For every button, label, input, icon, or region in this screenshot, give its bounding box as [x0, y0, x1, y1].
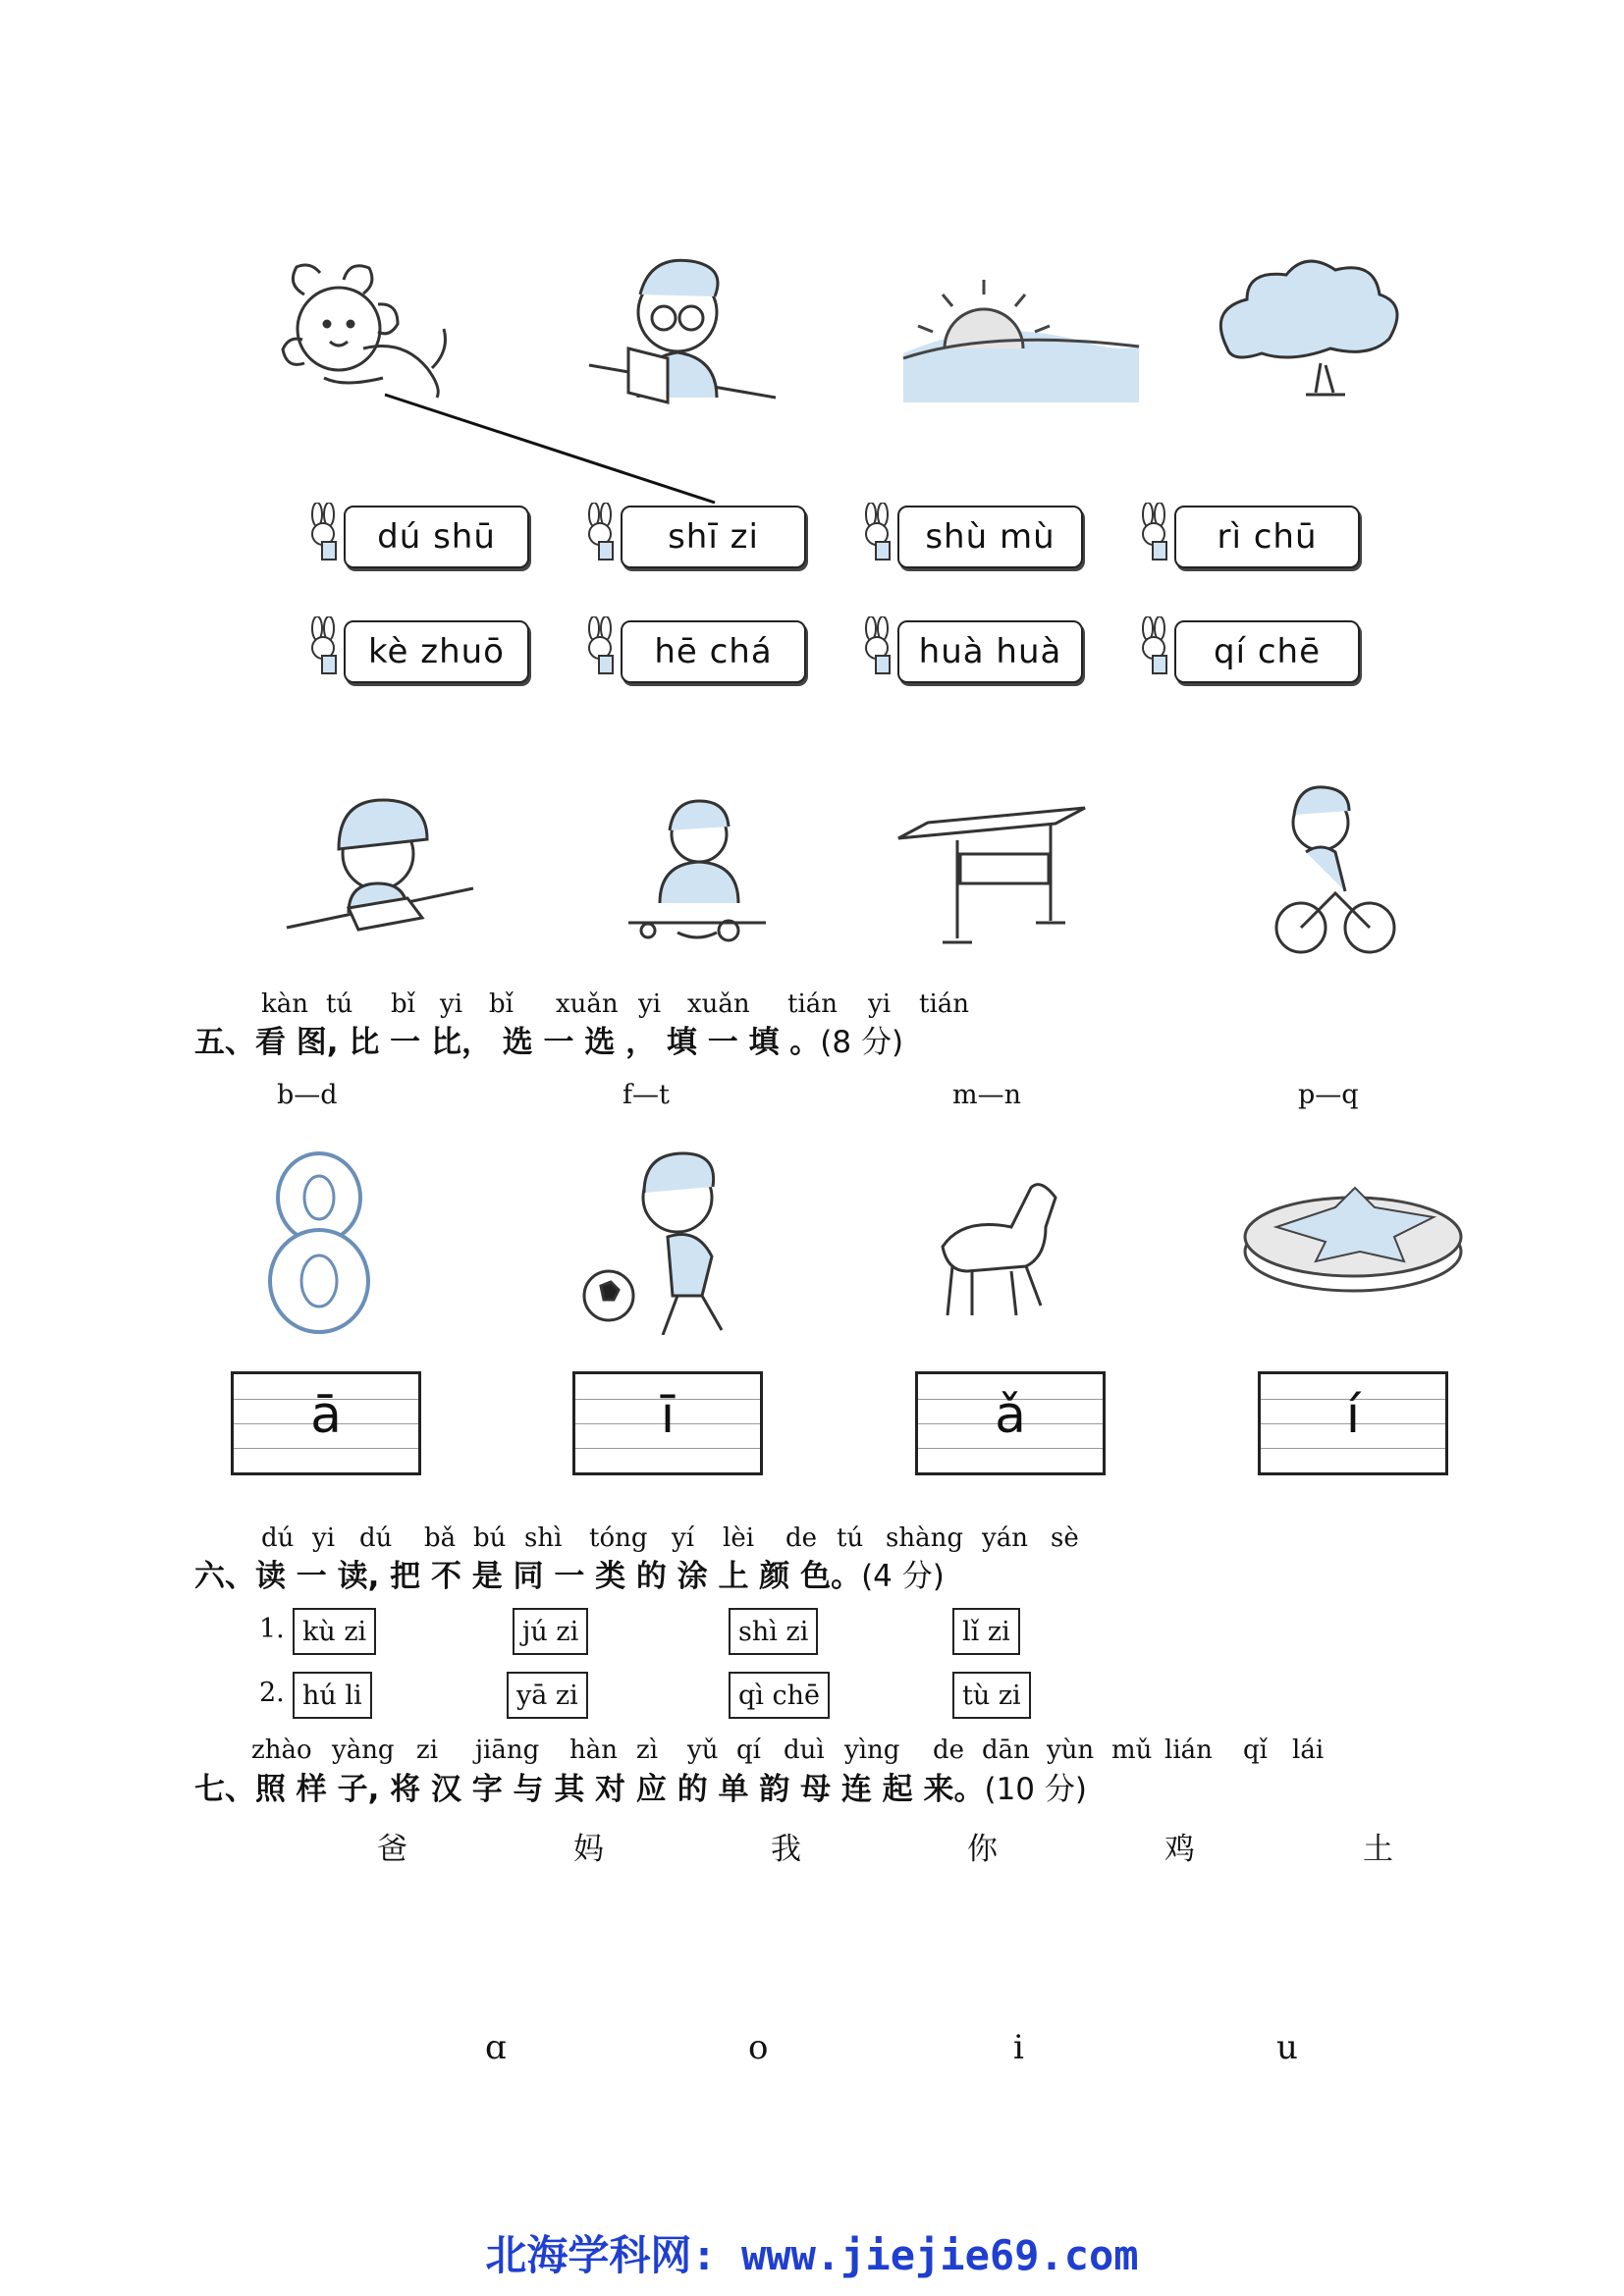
section-title-text: 读 一 读, 把 不 是 同 一 类 的 涂 上 颜 色。 [255, 1559, 862, 1594]
boy-drinking-tea-picture [628, 801, 766, 940]
pinyin-annotation: yi [312, 1523, 336, 1553]
pinyin-annotation: jiāng [475, 1735, 540, 1765]
pinyin-annotation: shì [524, 1523, 563, 1553]
pinyin-annotation: lái [1292, 1735, 1325, 1765]
number-eight-picture [270, 1153, 368, 1332]
tone-vowel: ǎ [995, 1386, 1026, 1445]
pinyin-annotation: tián [919, 989, 970, 1019]
pinyin-word-box[interactable]: jú zi [513, 1608, 588, 1655]
chinese-character[interactable]: 鸡 [1164, 1832, 1195, 1867]
tone-vowel: ā [310, 1386, 342, 1445]
footer-website: 北海学科网: www.jiejie69.com [485, 2231, 1139, 2279]
bunny-icon [579, 503, 619, 561]
pinyin-annotation: dú [359, 1523, 393, 1553]
pinyin-annotation: bǐ [391, 989, 415, 1019]
pinyin-annotation: qǐ [1243, 1735, 1268, 1765]
pinyin-card[interactable]: hē chá [621, 620, 806, 683]
pinyin-word-box[interactable]: qì chē [729, 1672, 830, 1719]
pinyin-word-box[interactable]: shì zi [729, 1608, 818, 1655]
pinyin-annotation: shàng [886, 1523, 963, 1553]
pinyin-card[interactable]: rì chū [1174, 506, 1360, 568]
pinyin-annotation: zì [636, 1735, 659, 1765]
tone-vowel: í [1345, 1386, 1361, 1445]
letter-pair: p—q [1298, 1080, 1359, 1110]
pinyin-annotation: duì [784, 1735, 825, 1765]
section5-title [194, 1017, 903, 1061]
pinyin-annotation: xuǎn [687, 989, 750, 1019]
four-line-box[interactable] [915, 1371, 1106, 1475]
pinyin-annotation: yi [440, 989, 463, 1019]
pinyin-card[interactable]: qí chē [1174, 620, 1360, 683]
section6-title [194, 1551, 945, 1595]
tone-vowel: ī [660, 1386, 676, 1445]
school-desk-picture [898, 808, 1085, 942]
bunny-icon [1133, 503, 1172, 561]
chinese-character[interactable]: 土 [1363, 1832, 1393, 1867]
four-line-box[interactable] [572, 1371, 763, 1475]
bunny-icon [579, 616, 619, 675]
pinyin-annotation: hàn [569, 1735, 618, 1765]
pinyin-word-box[interactable]: tù zi [952, 1672, 1031, 1719]
bunny-icon [302, 616, 342, 675]
section-number: 五、 [194, 1025, 255, 1060]
tree-picture [1220, 261, 1397, 395]
row-number: 1. [259, 1614, 285, 1644]
pinyin-annotation: yán [982, 1523, 1028, 1553]
pinyin-annotation: yǔ [687, 1735, 719, 1765]
pinyin-annotation: mǔ [1111, 1735, 1153, 1765]
chinese-character[interactable]: 爸 [377, 1832, 407, 1867]
boy-reading-picture [589, 260, 776, 402]
section-title-text: 看 图, 比 一 比， 选 一 选 ， 填 一 填 。 [255, 1025, 821, 1060]
pinyin-annotation: zhào [251, 1735, 312, 1765]
chinese-character[interactable]: 我 [771, 1832, 801, 1867]
row-number: 2. [259, 1678, 285, 1708]
four-line-box[interactable] [1258, 1371, 1448, 1475]
chinese-character[interactable]: 你 [967, 1832, 998, 1867]
pinyin-annotation: lián [1164, 1735, 1213, 1765]
section-number: 六、 [194, 1559, 255, 1594]
bunny-icon [856, 616, 895, 675]
pinyin-annotation: sè [1051, 1523, 1079, 1553]
section-score: (4 分) [861, 1559, 945, 1594]
pinyin-card[interactable]: huà huà [897, 620, 1083, 683]
pinyin-annotation: bǐ [489, 989, 514, 1019]
letter-pair: m—n [952, 1080, 1021, 1110]
pinyin-annotation: zi [416, 1735, 439, 1765]
lion-picture [283, 265, 446, 398]
sunrise-picture [903, 280, 1139, 402]
boy-cycling-picture [1276, 787, 1394, 952]
pinyin-annotation: dān [982, 1735, 1030, 1765]
pinyin-annotation: de [933, 1735, 965, 1765]
pinyin-word-box[interactable]: hú li [293, 1672, 372, 1719]
horse-picture [943, 1185, 1056, 1315]
pinyin-annotation: bǎ [424, 1523, 457, 1553]
pinyin-annotation: tóng [589, 1523, 648, 1553]
pinyin-annotation: tú [326, 989, 353, 1019]
boy-kicking-ball-picture [584, 1153, 722, 1335]
pinyin-annotation: de [785, 1523, 818, 1553]
chinese-checkers-picture [1245, 1188, 1461, 1291]
pinyin-card[interactable]: shī zi [621, 506, 806, 568]
single-vowel[interactable]: i [1013, 2028, 1024, 2067]
pinyin-annotation: yí [672, 1523, 695, 1553]
letter-pair: f—t [623, 1080, 670, 1110]
pinyin-card[interactable]: dú shū [344, 506, 529, 568]
pinyin-word-box[interactable]: kù zi [293, 1608, 376, 1655]
pinyin-annotation: yi [638, 989, 662, 1019]
four-line-box[interactable] [231, 1371, 421, 1475]
pinyin-annotation: yùn [1047, 1735, 1095, 1765]
section-number: 七、 [194, 1772, 255, 1807]
bunny-icon [1133, 616, 1172, 675]
pinyin-annotation: lèi [723, 1523, 755, 1553]
pinyin-annotation: yi [868, 989, 892, 1019]
example-connection-line [385, 395, 715, 503]
pinyin-annotation: kàn [261, 989, 309, 1019]
pinyin-annotation: tián [787, 989, 839, 1019]
section-score: (10 分) [984, 1772, 1087, 1807]
pinyin-card[interactable]: kè zhuō [344, 620, 529, 683]
section-score: (8 分) [820, 1025, 904, 1060]
bunny-icon [856, 503, 895, 561]
pinyin-annotation: bú [473, 1523, 507, 1553]
pinyin-card[interactable]: shù mù [897, 506, 1083, 568]
chinese-character[interactable]: 妈 [573, 1832, 604, 1867]
section5-pictures [0, 1139, 1624, 1335]
pinyin-annotation: tú [837, 1523, 864, 1553]
single-vowel[interactable]: ɑ [485, 2028, 507, 2067]
pinyin-annotation: qí [736, 1735, 761, 1765]
pinyin-annotation: yìng [844, 1735, 900, 1765]
letter-pair: b—d [277, 1080, 338, 1110]
single-vowel[interactable]: o [748, 2028, 769, 2067]
girl-drawing-picture [287, 800, 473, 930]
pinyin-annotation: yàng [332, 1735, 395, 1765]
pinyin-annotation: dú [261, 1523, 295, 1553]
section-title-text: 照 样 子, 将 汉 字 与 其 对 应 的 单 韵 母 连 起 来。 [255, 1772, 985, 1807]
single-vowel[interactable]: u [1276, 2028, 1298, 2067]
section4-illustrations [0, 0, 1624, 982]
pinyin-word-box[interactable]: lǐ zi [952, 1608, 1020, 1655]
pinyin-annotation: xuǎn [556, 989, 619, 1019]
bunny-icon [302, 503, 342, 561]
pinyin-word-box[interactable]: yā zi [507, 1672, 588, 1719]
section7-title [194, 1764, 1087, 1808]
